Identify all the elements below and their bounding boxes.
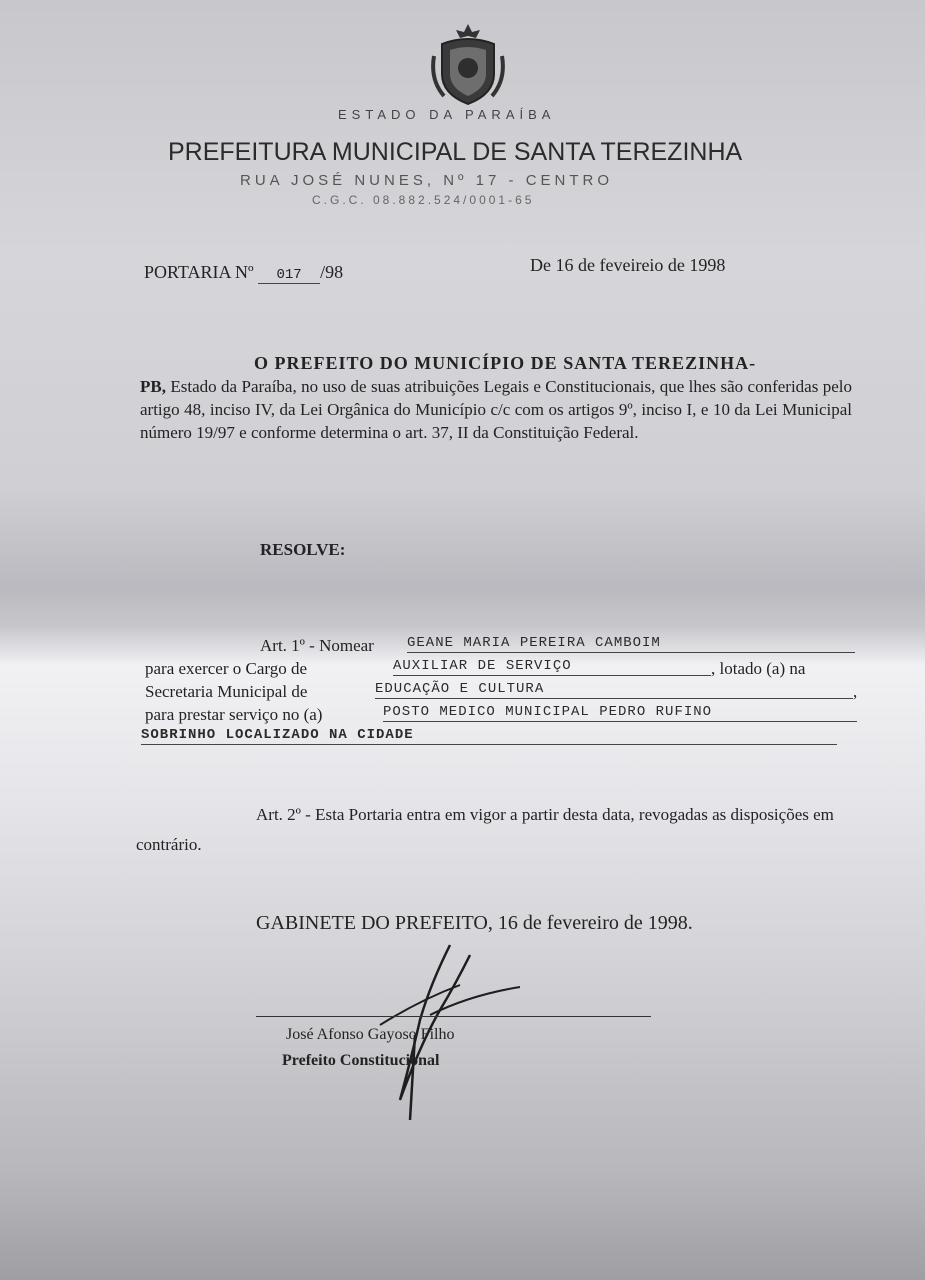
- article-2: Art. 2º - Esta Portaria entra em vigor a partir desta data, revogadas as disposições em contrário.: [136, 805, 834, 854]
- portaria-label: PORTARIA Nº: [144, 262, 254, 282]
- portaria-date: De 16 de feveireio de 1998: [530, 255, 726, 275]
- secretaria-label: Secretaria Municipal de: [145, 682, 308, 701]
- portaria-number: [144, 262, 343, 284]
- art1-row-name: [145, 634, 860, 657]
- signer-title: Prefeito Constitucional: [282, 1052, 440, 1069]
- preamble-lead: O PREFEITO DO MUNICÍPIO DE SANTA TEREZINHA-: [254, 353, 757, 373]
- servico-label: para prestar serviço no (a): [145, 705, 323, 724]
- preamble-paragraph: [140, 352, 852, 444]
- art1-row-cargo: [145, 657, 860, 680]
- signature-line: [256, 1016, 651, 1017]
- coat-of-arms-icon: [428, 20, 508, 108]
- art1-row-secretaria: [145, 680, 860, 703]
- cargo-label: para exercer o Cargo de: [145, 659, 308, 678]
- state-name: ESTADO DA PARAÍBA: [338, 107, 556, 122]
- appointee-name: GEANE MARIA PEREIRA CAMBOIM: [407, 634, 855, 653]
- portaria-number-value: 017: [258, 267, 320, 284]
- prefeitura-address: RUA JOSÉ NUNES, Nº 17 - CENTRO: [240, 172, 614, 189]
- handwritten-signature: [360, 925, 540, 1125]
- preamble-body: Estado da Paraíba, no uso de suas atribuições Legais e Constitucionais, que lhes são conferidas pelo artigo 48, inciso IV, da Lei Orgânica do Município c/c com os artigos 9º, inciso I, e 10 da Lei Municipal número 19/97 e conforme determina o art. 37, II da Constituição Federal.: [140, 377, 852, 442]
- signer-name: José Afonso Gayoso Filho: [286, 1026, 455, 1043]
- prefeitura-cgc: C.G.C. 08.882.524/0001-65: [312, 193, 535, 207]
- gabinete-line: GABINETE DO PREFEITO, 16 de fevereiro de 1998.: [256, 912, 693, 934]
- art1-label: Art. 1º - Nomear: [260, 636, 374, 655]
- local-value-1: POSTO MEDICO MUNICIPAL PEDRO RUFINO: [383, 703, 857, 722]
- lotado-label: , lotado (a) na: [711, 659, 806, 678]
- portaria-year: /98: [320, 262, 344, 282]
- resolve-heading: RESOLVE:: [260, 540, 346, 559]
- article-1: [141, 634, 860, 749]
- art1-row-local-2: [141, 726, 860, 749]
- art1-row-local: [145, 703, 860, 726]
- preamble-pb: PB,: [140, 377, 166, 396]
- cargo-value: AUXILIAR DE SERVIÇO: [393, 657, 711, 676]
- prefeitura-title: PREFEITURA MUNICIPAL DE SANTA TEREZINHA: [168, 138, 743, 166]
- secretaria-comma: ,: [853, 682, 858, 701]
- local-value-2: SOBRINHO LOCALIZADO NA CIDADE: [141, 726, 837, 745]
- secretaria-value: EDUCAÇÃO E CULTURA: [375, 680, 853, 699]
